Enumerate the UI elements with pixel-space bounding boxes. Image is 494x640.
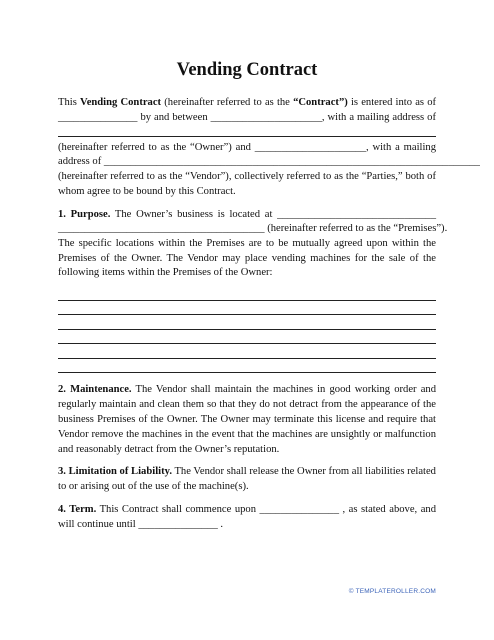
maintenance-text: The Vendor shall maintain the machines in good working order and xyxy=(131,384,436,395)
blank-line xyxy=(58,314,436,315)
intro-text: This xyxy=(58,97,81,108)
intro-line-2: _______________ by and between _____________________, with a mailing address of xyxy=(58,112,436,123)
section-heading: 3. Limitation of Liability. xyxy=(58,466,172,477)
contract-term: “Contract”) xyxy=(293,97,348,108)
maintenance-line-1 xyxy=(58,383,436,397)
purpose-line-5: following items within the Premises of the Owner: xyxy=(58,267,273,278)
liability-line-2: to or arising out of the use of the machine(s). xyxy=(58,481,249,492)
blank-line xyxy=(58,343,436,344)
intro-line-1 xyxy=(58,96,436,110)
intro-line-6: (hereinafter referred to as the “Vendor”), collectively referred to as the “Parties,” both of xyxy=(58,171,436,182)
section-heading: 4. Term. xyxy=(58,504,97,515)
footer-link[interactable]: © TEMPLATEROLLER.COM xyxy=(348,588,436,595)
intro-text: is entered into as of xyxy=(347,97,437,108)
intro-line-5: address of _______________________________________________________________________ xyxy=(58,156,480,167)
maintenance-line-4: Vendor remove the machines in the event that the machines are unsightly or malfunction xyxy=(58,429,436,440)
blank-line xyxy=(58,358,436,359)
maintenance-line-5: and reasonably detract from the Owner’s reputation. xyxy=(58,444,280,455)
term-text: This Contract shall commence upon _______________ , as stated above, and xyxy=(96,504,436,515)
purpose-text: The Owner’s business is located at ______________________________ xyxy=(110,209,436,220)
page-title: Vending Contract xyxy=(176,60,318,80)
section-heading: 1. Purpose. xyxy=(58,209,111,220)
intro-line-4: (hereinafter referred to as the “Owner”) and _____________________, with a mailing xyxy=(58,142,436,153)
blank-line xyxy=(58,136,436,137)
maintenance-line-2: regularly maintain and clean them so that they do not detract from the appearance of the xyxy=(58,399,436,410)
maintenance-line-3: business Premises of the Owner. The Owner may terminate this license and require that xyxy=(58,414,436,425)
purpose-line-2: _______________________________________ (hereinafter referred to as the “Premises”). xyxy=(58,223,448,234)
intro-text: (hereinafter referred to as the xyxy=(161,97,294,108)
blank-line xyxy=(58,329,436,330)
blank-line xyxy=(58,372,436,373)
purpose-line-1 xyxy=(58,208,436,222)
liability-line-1 xyxy=(58,465,436,479)
term-line-1 xyxy=(58,503,436,517)
blank-line xyxy=(58,300,436,301)
purpose-line-4: Premises of the Owner. The Vendor may place vending machines for the sale of the xyxy=(58,253,436,264)
contract-name: Vending Contract xyxy=(80,97,162,108)
intro-line-7: whom agree to be bound by this Contract. xyxy=(58,186,236,197)
section-heading: 2. Maintenance. xyxy=(58,384,132,395)
liability-text: The Vendor shall release the Owner from all liabilities related xyxy=(171,466,436,477)
term-line-2: will continue until _______________ . xyxy=(58,519,224,530)
purpose-line-3: The specific locations within the Premises are to be mutually agreed upon within the xyxy=(58,238,436,249)
